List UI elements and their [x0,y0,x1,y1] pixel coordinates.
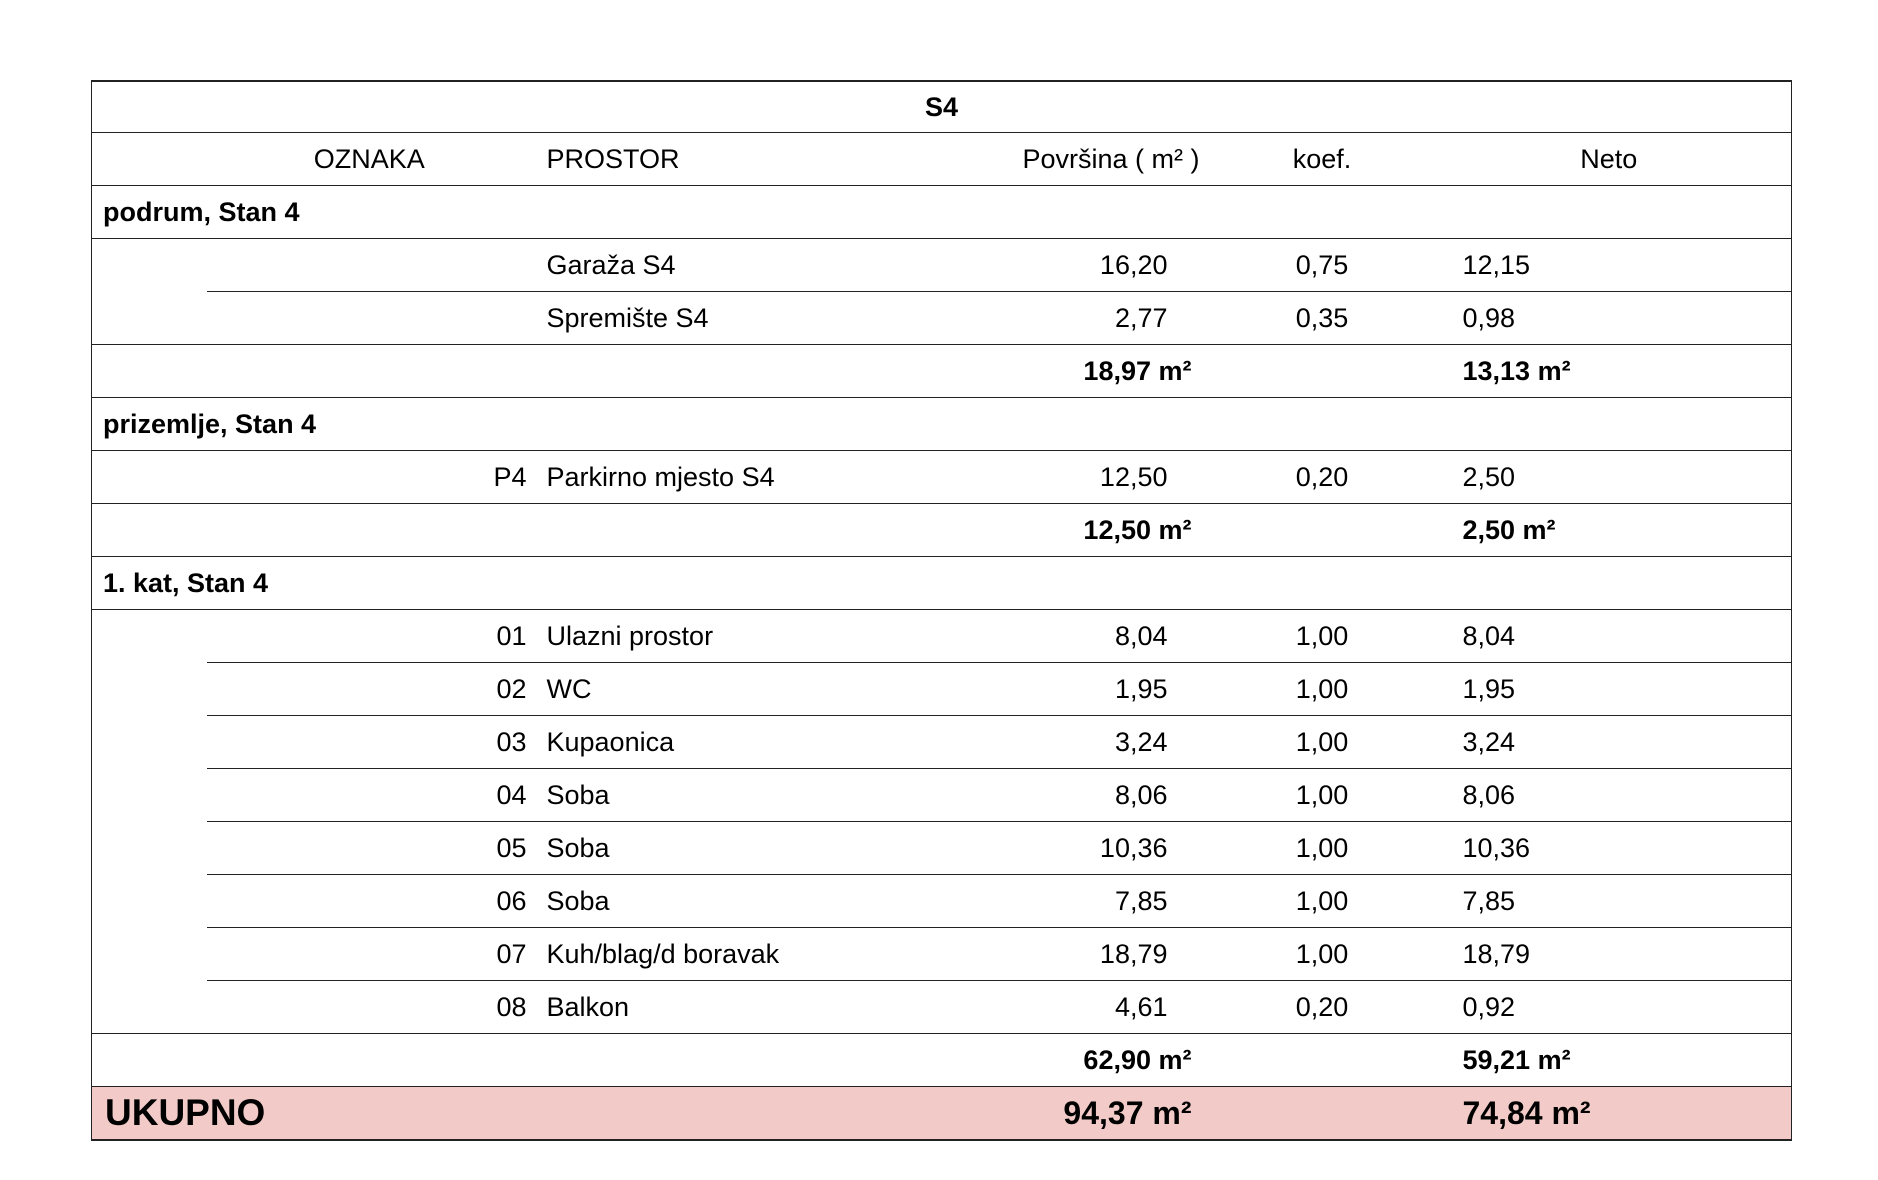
room-area: 12,50 [963,451,1218,504]
subtotal-koef-empty [1218,345,1427,398]
room-code: 08 [207,981,547,1034]
subtotal-koef-empty [1218,504,1427,557]
table-row [92,769,1792,822]
room-name: Spremište S4 [547,292,963,345]
room-area: 4,61 [963,981,1218,1034]
room-code [207,239,547,292]
room-name: Garaža S4 [547,239,963,292]
indent-cell [92,610,207,663]
header-oznaka: OZNAKA [92,133,547,186]
section-label: 1. kat, Stan 4 [92,557,1792,610]
room-area: 2,77 [963,292,1218,345]
total-area: 94,37 m² [963,1087,1218,1141]
indent-cell [92,981,207,1034]
room-area: 8,04 [963,610,1218,663]
subtotal-neto: 2,50 m² [1427,504,1792,557]
room-code: 02 [207,663,547,716]
room-koef: 0,20 [1218,981,1427,1034]
room-koef: 1,00 [1218,663,1427,716]
subtotal-koef-empty [1218,1034,1427,1087]
table-row [92,928,1792,981]
room-name: Soba [547,769,963,822]
room-neto: 18,79 [1427,928,1792,981]
header-row [92,133,1792,186]
room-neto: 0,98 [1427,292,1792,345]
section-row [92,557,1792,610]
room-area: 3,24 [963,716,1218,769]
room-neto: 7,85 [1427,875,1792,928]
room-neto: 3,24 [1427,716,1792,769]
subtotal-neto: 13,13 m² [1427,345,1792,398]
room-koef: 0,20 [1218,451,1427,504]
room-area: 16,20 [963,239,1218,292]
indent-cell [92,239,207,292]
area-table-body [92,81,1792,1140]
room-koef: 1,00 [1218,928,1427,981]
header-povrsina: Površina ( m² ) [963,133,1218,186]
room-name: Balkon [547,981,963,1034]
room-name: Soba [547,822,963,875]
room-neto: 10,36 [1427,822,1792,875]
title-row [92,81,1792,133]
header-neto: Neto [1427,133,1792,186]
table-row [92,822,1792,875]
room-name: Ulazni prostor [547,610,963,663]
section-label: prizemlje, Stan 4 [92,398,1792,451]
room-neto: 2,50 [1427,451,1792,504]
subtotal-row [92,1034,1792,1087]
area-table [91,80,1792,1141]
table-row [92,610,1792,663]
table-row [92,239,1792,292]
subtotal-area: 12,50 m² [963,504,1218,557]
subtotal-area: 62,90 m² [963,1034,1218,1087]
room-koef: 1,00 [1218,875,1427,928]
header-koef: koef. [1218,133,1427,186]
room-code: 01 [207,610,547,663]
room-neto: 8,06 [1427,769,1792,822]
area-table-sheet [91,80,1791,1141]
indent-cell [92,292,207,345]
room-name: Kupaonica [547,716,963,769]
room-name: Kuh/blag/d boravak [547,928,963,981]
subtotal-spacer [92,504,963,557]
subtotal-row [92,345,1792,398]
room-koef: 1,00 [1218,716,1427,769]
indent-cell [92,663,207,716]
indent-cell [92,716,207,769]
table-row [92,875,1792,928]
room-area: 10,36 [963,822,1218,875]
table-row [92,981,1792,1034]
section-row [92,186,1792,239]
room-area: 1,95 [963,663,1218,716]
indent-cell [92,822,207,875]
room-koef: 0,35 [1218,292,1427,345]
room-name: Soba [547,875,963,928]
room-neto: 8,04 [1427,610,1792,663]
room-name: Parkirno mjesto S4 [547,451,963,504]
subtotal-area: 18,97 m² [963,345,1218,398]
room-code: P4 [207,451,547,504]
table-row [92,292,1792,345]
table-row [92,451,1792,504]
header-prostor: PROSTOR [547,133,963,186]
total-neto: 74,84 m² [1427,1087,1792,1141]
room-koef: 1,00 [1218,822,1427,875]
total-row [92,1087,1792,1141]
room-code: 05 [207,822,547,875]
room-code: 07 [207,928,547,981]
subtotal-spacer [92,345,963,398]
section-row [92,398,1792,451]
indent-cell [92,769,207,822]
room-code: 04 [207,769,547,822]
room-area: 8,06 [963,769,1218,822]
room-area: 18,79 [963,928,1218,981]
section-label: podrum, Stan 4 [92,186,1792,239]
room-code: 06 [207,875,547,928]
total-label: UKUPNO [92,1087,963,1141]
subtotal-spacer [92,1034,963,1087]
room-koef: 0,75 [1218,239,1427,292]
total-koef-empty [1218,1087,1427,1141]
room-neto: 1,95 [1427,663,1792,716]
room-area: 7,85 [963,875,1218,928]
indent-cell [92,928,207,981]
table-row [92,716,1792,769]
room-name: WC [547,663,963,716]
table-row [92,663,1792,716]
room-koef: 1,00 [1218,769,1427,822]
room-code [207,292,547,345]
subtotal-row [92,504,1792,557]
room-neto: 12,15 [1427,239,1792,292]
room-code: 03 [207,716,547,769]
room-neto: 0,92 [1427,981,1792,1034]
indent-cell [92,875,207,928]
room-koef: 1,00 [1218,610,1427,663]
subtotal-neto: 59,21 m² [1427,1034,1792,1087]
indent-cell [92,451,207,504]
table-title: S4 [92,81,1792,133]
